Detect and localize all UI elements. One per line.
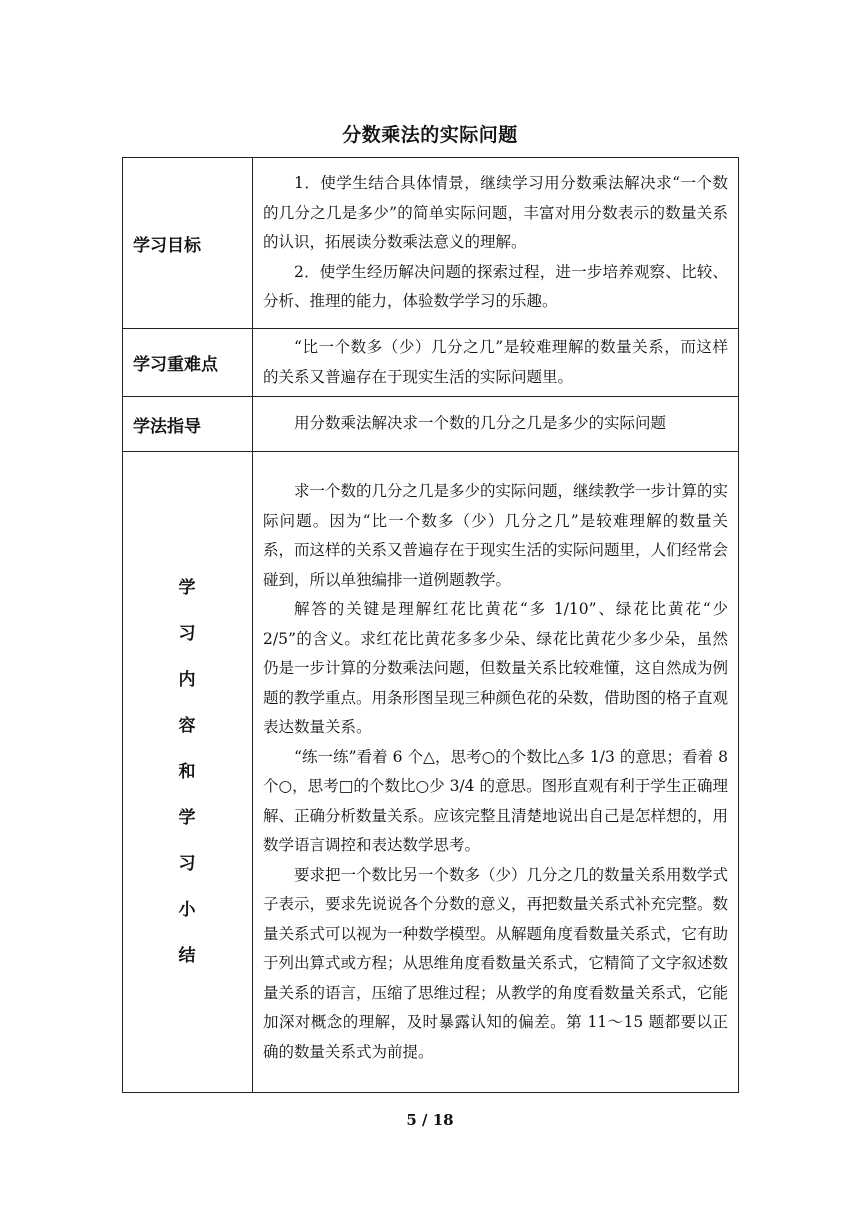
paragraph: 求一个数的几分之几是多少的实际问题，继续教学一步计算的实际问题。因为“比一个数多（少）几分之几”是较难理解的数量关系，而这样的关系又普遍存在于现实生活的实际问题里，人们经常会碰到，所以单独编排一道例题教学。 [263, 482, 729, 589]
vertical-label-char: 小 [178, 900, 196, 920]
page-number: 5 / 18 [406, 1111, 454, 1129]
vertical-label-char: 习 [178, 624, 196, 644]
vertical-label-char: 内 [178, 670, 196, 690]
table-row [123, 397, 739, 452]
paragraph: “练一练”看着 6 个△，思考○的个数比△多 1/3 的意思；看着 8 个○，思考□的个数比○少 3/4 的意思。图形直观有利于学生正确理解、正确分析数量关系。应该完整且清楚地说出自己是怎样想的，用数学语言调控和表达数学思考。 [263, 747, 729, 854]
paragraph: 解答的关键是理解红花比黄花“多 1/10”、绿花比黄花“少 2/5”的含义。求红花比黄花多多少朵、绿花比黄花少多少朵，虽然仍是一步计算的分数乘法问题，但数量关系比较难懂，这自然成为例题的教学重点。用条形图呈现三种颜色花的朵数，借助图的格子直观表达数量关系。 [263, 600, 729, 736]
vertical-label-char: 容 [178, 716, 196, 736]
vertical-label-char: 和 [178, 762, 196, 782]
row-content-method [253, 397, 739, 452]
row-label-key-points: 学习重难点 [123, 329, 253, 397]
paragraph: “比一个数多（少）几分之几”是较难理解的数量关系，而这样的关系又普遍存在于现实生活的实际问题里。 [263, 338, 728, 386]
table-row [123, 329, 739, 397]
row-content-objectives [253, 158, 739, 329]
paragraph: 2．使学生经历解决问题的探索过程，进一步培养观察、比较、分析、推理的能力，体验数学学习的乐趣。 [263, 262, 728, 311]
vertical-label-char: 学 [178, 808, 196, 828]
paragraph: 要求把一个数比另一个数多（少）几分之几的数量关系用数学式子表示，要求先说说各个分数的意义，再把数量关系式补充完整。数量关系式可以视为一种数学模型。从解题角度看数量关系式，它有助于列出算式或方程；从思维角度看数量关系式，它精简了文字叙述数量关系的语言，压缩了思维过程；从教学的角度看数量关系式，它能加深对概念的理解，及时暴露认知的偏差。第 11～15 题都要以正确的数量关系式为前提。 [263, 865, 729, 1061]
vertical-label-char: 结 [178, 946, 196, 966]
page-title: 分数乘法的实际问题 [342, 124, 518, 146]
table-row [123, 452, 739, 1093]
row-content-summary [253, 452, 739, 1093]
paragraph: 用分数乘法解决求一个数的几分之几是多少的实际问题 [294, 414, 667, 433]
row-content-key-points [253, 329, 739, 397]
table-row [123, 158, 739, 329]
vertical-label-char: 学 [178, 578, 196, 598]
paragraph: 1．使学生结合具体情景，继续学习用分数乘法解决求“一个数的几分之几是多少”的简单实际问题，丰富对用分数表示的数量关系的认识，拓展读分数乘法意义的理解。 [263, 174, 728, 252]
row-label-content-summary [123, 452, 253, 1093]
vertical-label-char: 习 [178, 854, 196, 874]
row-label-objectives: 学习目标 [123, 158, 253, 329]
lesson-table [122, 157, 739, 1093]
row-label-method: 学法指导 [123, 397, 253, 452]
